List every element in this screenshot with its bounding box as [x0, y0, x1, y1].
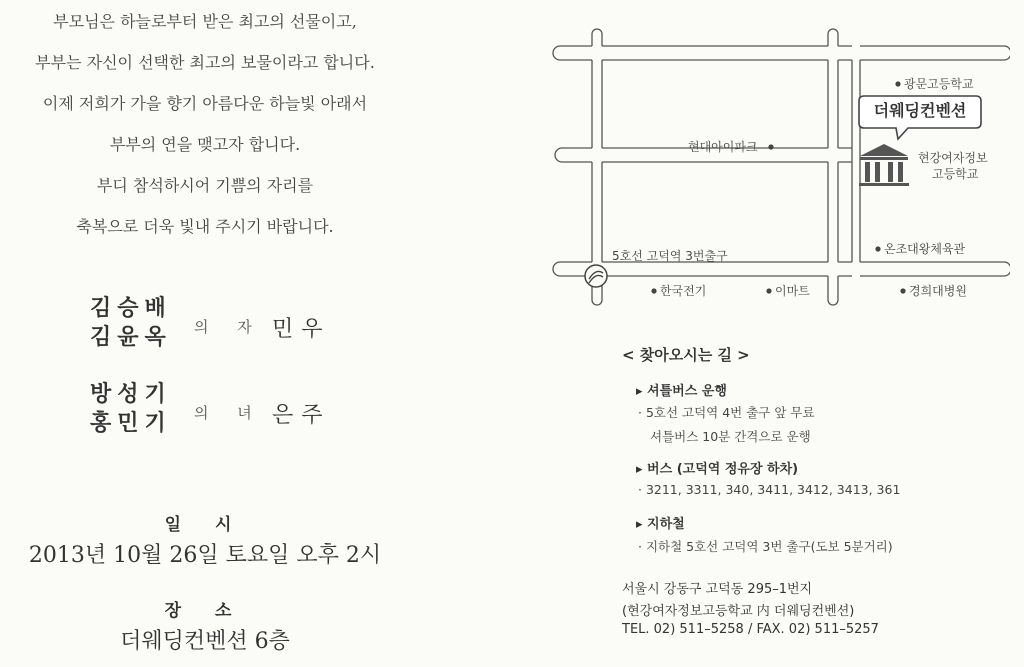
shuttle-heading: ▸ 셔틀버스 운행 — [636, 384, 727, 399]
bride-mother-name: 홍민기 — [90, 410, 172, 436]
date-value: 2013년 10월 26일 토요일 오후 2시 — [28, 543, 382, 568]
greeting-line: 부부는 자신이 선택한 최고의 보물이라고 합니다. — [35, 53, 375, 72]
greeting-line: 부부의 연을 맺고자 합니다. — [109, 135, 301, 154]
bride-parents — [90, 380, 172, 438]
landmark-dot-gwangmun — [895, 81, 900, 86]
place-label: 장 소 — [164, 601, 246, 621]
bride-family — [90, 380, 350, 442]
address-line-1: 서울시 강동구 고덕동 295–1번지 — [622, 582, 813, 597]
contact-phone-fax: TEL. 02) 511–5258 / FAX. 02) 511–5257 — [622, 622, 879, 637]
bride-father-name: 방성기 — [90, 381, 172, 407]
landmark-hyundai: 현대아이파크 — [688, 140, 758, 154]
address-line-2: (현강여자정보고등학교 内 더웨딩컨벤션) — [622, 604, 855, 619]
greeting-line: 부디 참석하시어 기쁨의 자리를 — [96, 176, 314, 195]
landmark-hyeongang-2: 고등학교 — [932, 167, 979, 181]
greeting-line: 축복으로 더욱 빛내 주시기 바랍니다. — [76, 217, 334, 236]
landmark-emart: 이마트 — [775, 284, 810, 298]
landmark-hyeongang-1: 현강여자정보 — [918, 151, 988, 165]
landmark-dot-hyundai — [768, 144, 773, 149]
place-value: 더웨딩컨벤션 6층 — [120, 629, 290, 654]
bride-name: 은주 — [272, 403, 331, 428]
bus-heading: ▸ 버스 (고덕역 정유장 하차) — [636, 462, 799, 477]
location-map — [552, 28, 1010, 308]
greeting-line: 부모님은 하늘로부터 받은 최고의 선물이고, — [53, 12, 357, 31]
venue-callout — [858, 95, 982, 129]
landmark-dot-kyunghee — [900, 288, 905, 293]
venue-name: 더웨딩컨벤션 — [873, 101, 967, 120]
groom-name: 민우 — [272, 317, 331, 342]
landmark-dot-emart — [766, 288, 771, 293]
bus-detail: · 3211, 3311, 340, 3411, 3412, 3413, 361 — [638, 482, 901, 497]
subway-station-icon — [585, 265, 607, 287]
greeting-message — [0, 8, 410, 254]
shuttle-detail-1: · 5호선 고덕역 4번 출구 앞 무료 — [638, 405, 815, 420]
bride-relation: 의 녀 — [194, 404, 264, 422]
landmark-kyunghee: 경희대병원 — [909, 284, 967, 298]
landmark-onjo: 온조대왕체육관 — [884, 242, 966, 256]
greeting-line: 이제 저희가 가을 향기 아름다운 하늘빛 아래서 — [42, 94, 368, 113]
groom-father-name: 김승배 — [90, 295, 172, 321]
landmark-gwangmun: 광문고등학교 — [904, 77, 974, 91]
groom-parents — [90, 294, 172, 352]
landmark-dot-kepco — [651, 288, 656, 293]
date-label: 일 시 — [164, 515, 246, 535]
landmark-station: 5호선 고덕역 3번출구 — [612, 249, 728, 263]
shuttle-detail-2: 셔틀버스 10분 간격으로 운행 — [650, 429, 811, 444]
landmark-kepco: 한국전기 — [660, 284, 707, 298]
groom-family — [90, 294, 350, 356]
subway-detail: · 지하철 5호선 고덕역 3번 출구(도보 5분거리) — [638, 539, 893, 554]
groom-relation: 의 자 — [194, 318, 264, 336]
venue-building-icon — [859, 144, 909, 186]
landmark-dot-onjo — [875, 246, 880, 251]
groom-mother-name: 김윤옥 — [90, 324, 172, 350]
directions-title: < 찾아오시는 길 > — [622, 346, 750, 364]
subway-heading: ▸ 지하철 — [636, 517, 685, 532]
